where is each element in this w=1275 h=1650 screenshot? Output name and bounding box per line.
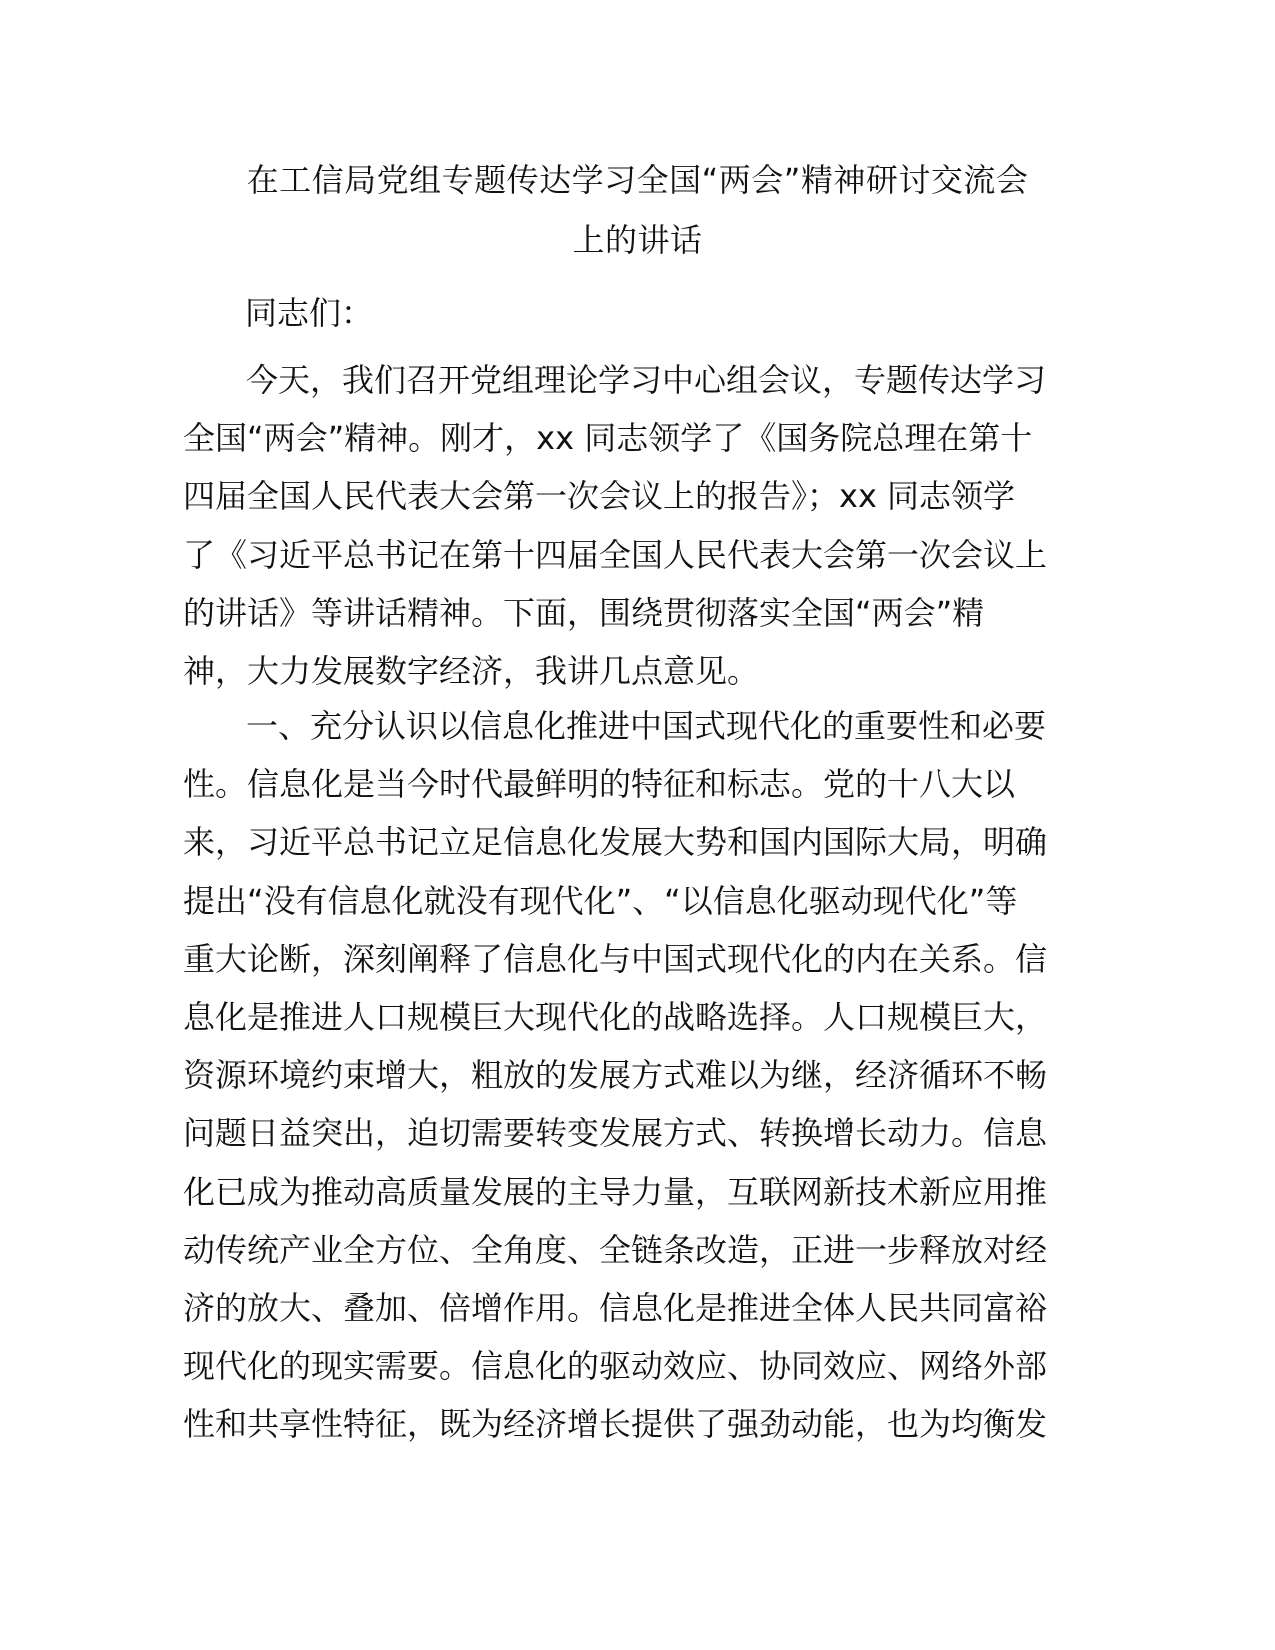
paragraph-line: 今天，我们召开党组理论学习中心组会议，专题传达学习 (246, 361, 1047, 399)
paragraph-line: 问题日益突出，迫切需要转变发展方式、转换增长动力。信息 (183, 1114, 1048, 1153)
paragraph-line: 现代化的现实需要。信息化的驱动效应、协同效应、网络外部 (183, 1347, 1048, 1386)
paragraph-line: 动传统产业全方位、全角度、全链条改造，正进一步释放对经 (183, 1230, 1048, 1269)
paragraph-line: 的讲话》等讲话精神。下面，围绕贯彻落实全国“两会”精 (183, 593, 985, 632)
paragraph-line: 神，大力发展数字经济，我讲几点意见。 (183, 652, 760, 691)
paragraph-line: 资源环境约束增大，粗放的发展方式难以为继，经济循环不畅 (183, 1056, 1048, 1095)
paragraph-line: 性。信息化是当今时代最鲜明的特征和标志。党的十八大以 (183, 765, 1016, 804)
paragraph-section-one (183, 697, 1088, 1454)
title-line: 上的讲话 (572, 221, 703, 259)
paragraph-line: 全国“两会”精神。刚才，xx 同志领学了《国务院总理在第十 (183, 419, 1033, 458)
salutation: 同志们： (245, 294, 374, 332)
paragraph-intro (183, 351, 1088, 700)
paragraph-line: 提出“没有信息化就没有现代化”、“以信息化驱动现代化”等 (183, 881, 1018, 920)
paragraph-line: 重大论断，深刻阐释了信息化与中国式现代化的内在关系。信 (183, 939, 1048, 978)
title-line: 在工信局党组专题传达学习全国“两会”精神研讨交流会 (246, 161, 1029, 199)
paragraph-line: 了《习近平总书记在第十四届全国人民代表大会第一次会议上 (183, 535, 1048, 574)
paragraph-line: 四届全国人民代表大会第一次会议上的报告》；xx 同志领学 (183, 477, 1016, 516)
paragraph-line: 济的放大、叠加、倍增作用。信息化是推进全体人民共同富裕 (183, 1289, 1048, 1328)
paragraph-line: 一、充分认识以信息化推进中国式现代化的重要性和必要 (246, 707, 1047, 745)
paragraph-line: 化已成为推动高质量发展的主导力量，互联网新技术新应用推 (183, 1172, 1048, 1211)
paragraph-line: 来，习近平总书记立足信息化发展大势和国内国际大局，明确 (183, 823, 1048, 862)
paragraph-line: 性和共享性特征，既为经济增长提供了强劲动能，也为均衡发 (183, 1405, 1048, 1444)
document-title (180, 150, 1095, 270)
paragraph-line: 息化是推进人口规模巨大现代化的战略选择。人口规模巨大， (183, 998, 1048, 1037)
